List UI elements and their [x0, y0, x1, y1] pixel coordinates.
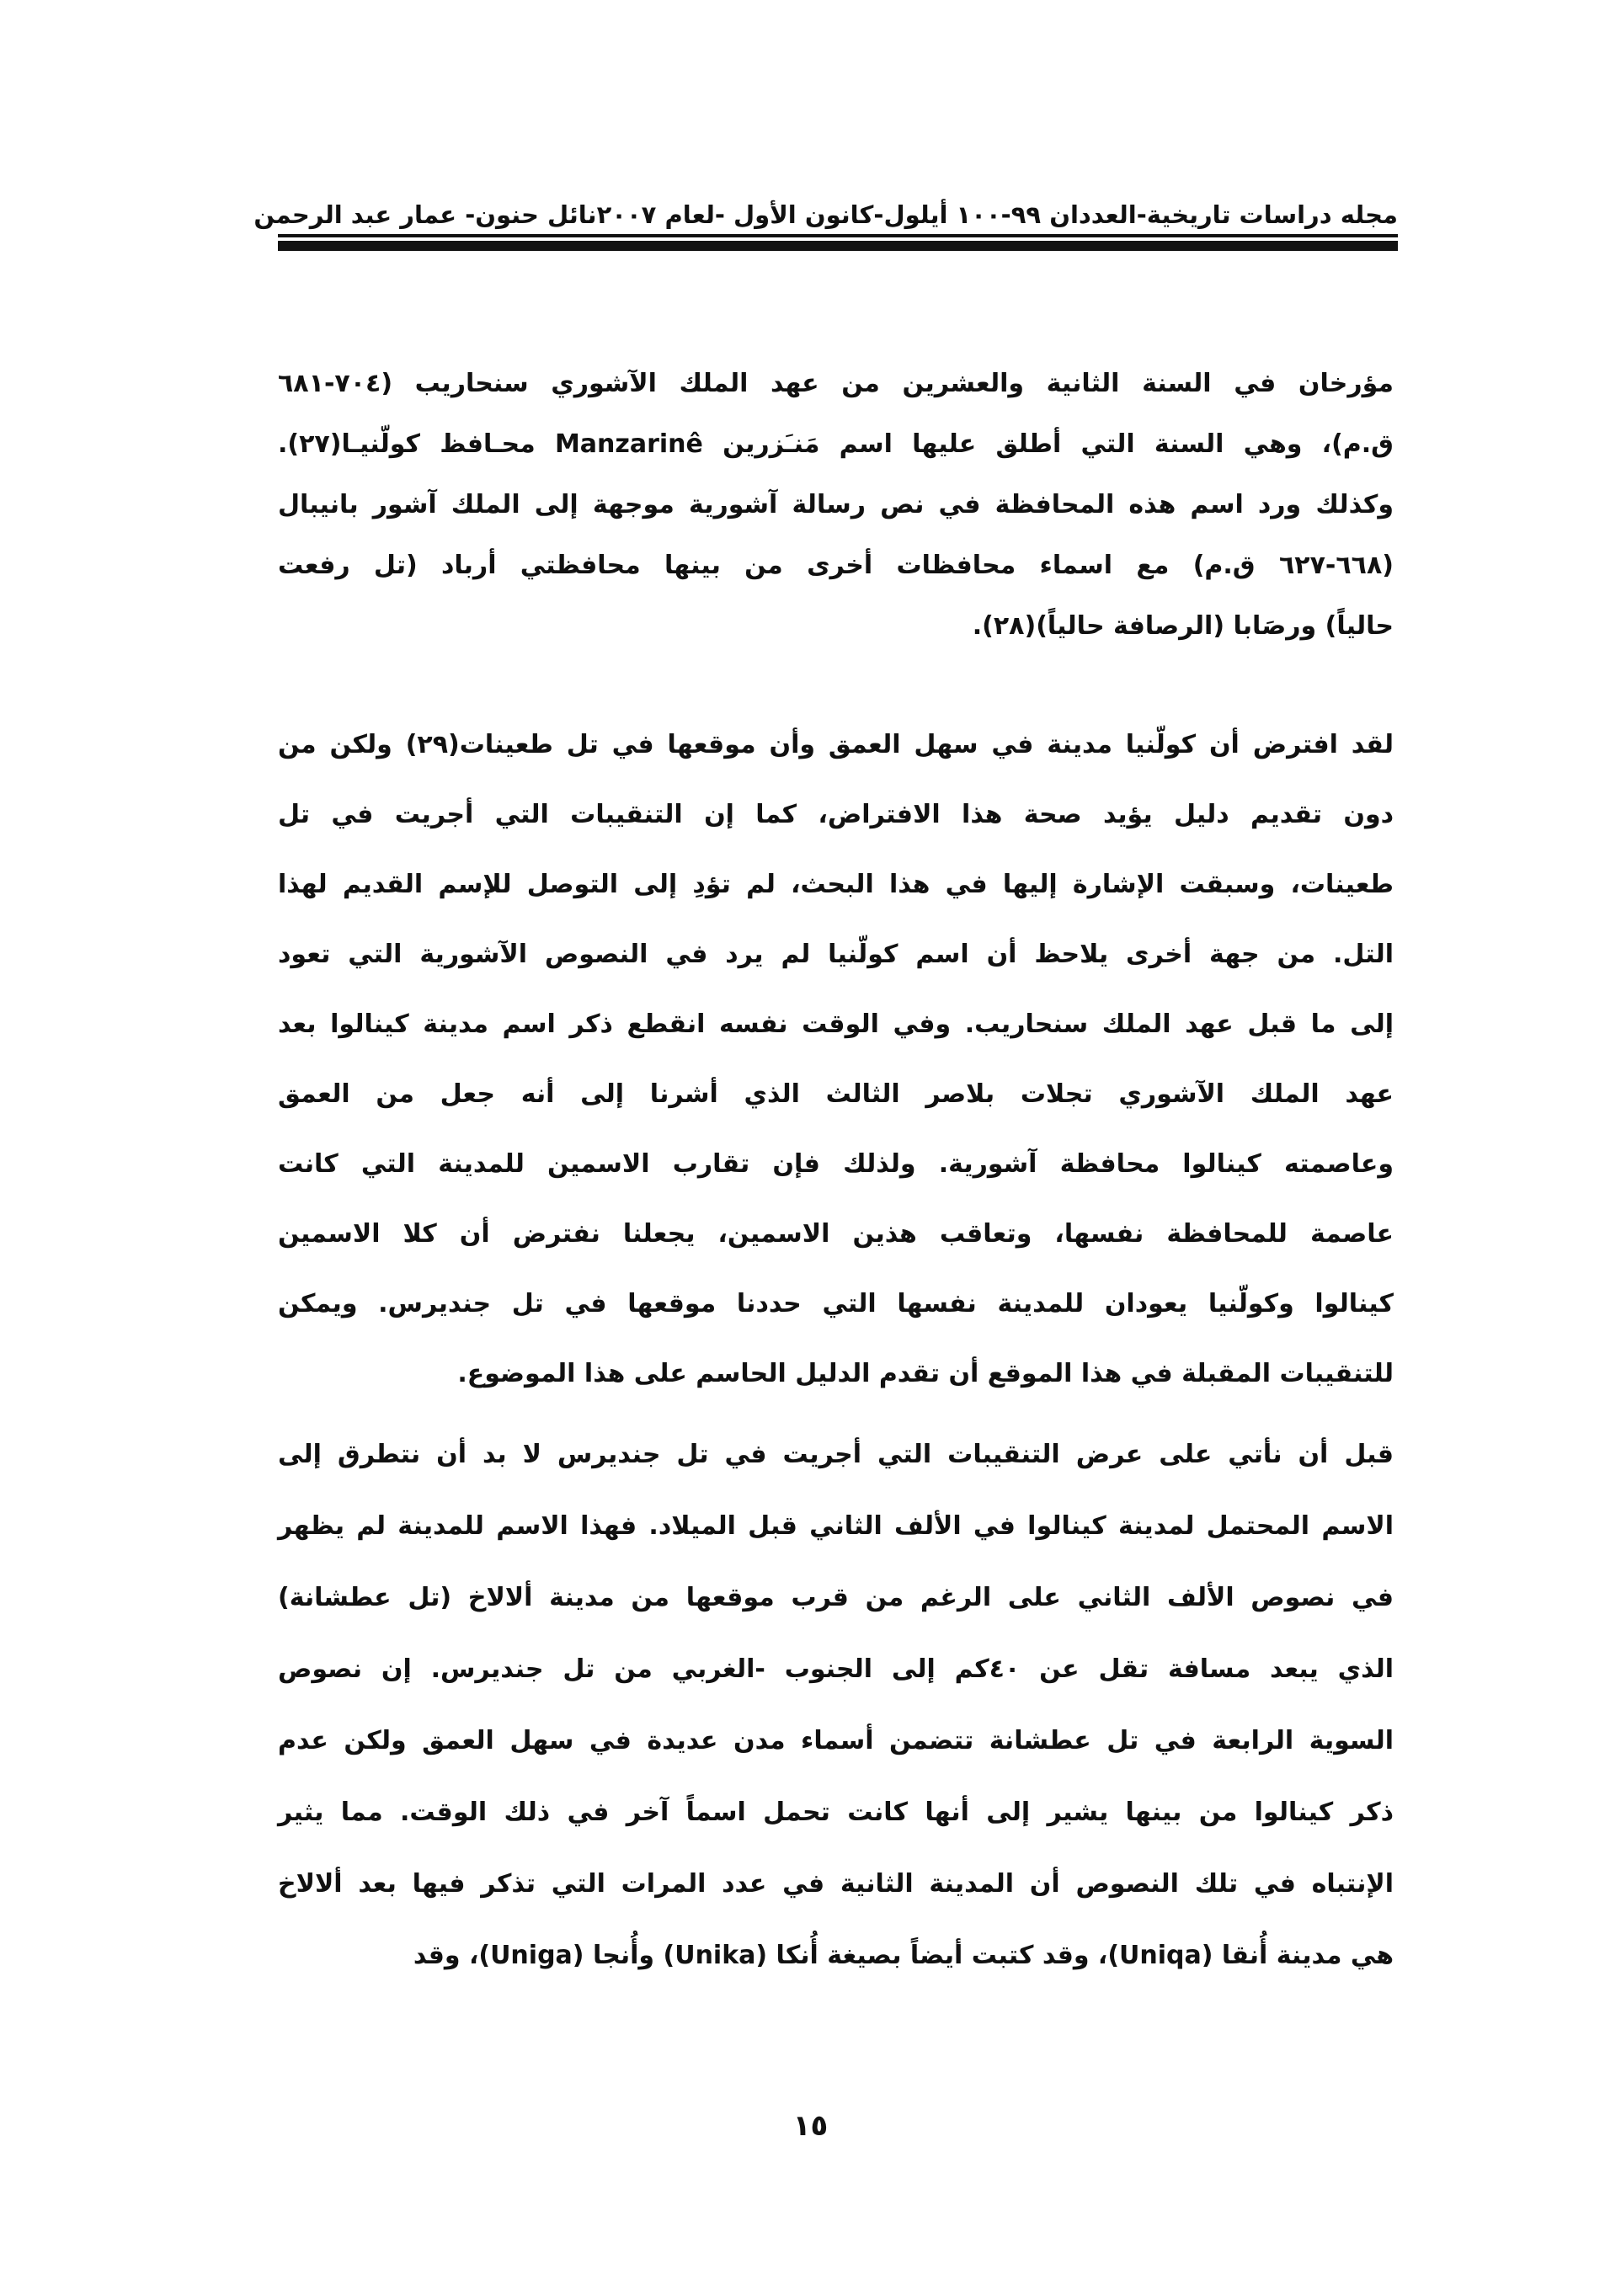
text-line: لقد افترض أن كولّنيا مدينة في سهل العمق وأن موقعها في تل طعينات(٢٩) ولكن من	[278, 730, 1394, 759]
header-rule-thin	[278, 234, 1398, 237]
paragraph-2	[278, 710, 1394, 1409]
header-rule-thick	[278, 241, 1398, 251]
authors: نائل حنون- عمار عبد الرحمن	[253, 200, 597, 229]
text-line: هي مدينة أُنقا (Uniqa)، وقد كتبت أيضاً بصيغة أُنكا (Unika) وأُنجا (Uniga)، وقد	[413, 1941, 1394, 1970]
text-line: ذكر كينالوا من بينها يشير إلى أنها كانت تحمل اسماً آخر في ذلك الوقت. مما يثير	[278, 1798, 1394, 1827]
text-line: ق.م)، وهي السنة التي أطلق عليها اسم مَنـَزرين Manzarinê محـافظ كولّنيـا(٢٧).	[278, 429, 1394, 459]
text-line: وعاصمته كينالوا محافظة آشورية. ولذلك فإن تقارب الاسمين للمدينة التي كانت	[278, 1149, 1394, 1179]
paragraph-1	[278, 354, 1394, 657]
text-line: التل. من جهة أخرى يلاحظ أن اسم كولّنيا لم يرد في النصوص الآشورية التي تعود	[278, 940, 1394, 969]
paragraph-3	[278, 1419, 1394, 1991]
text-line: الذي يبعد مسافة تقل عن ٤٠كم إلى الجنوب -الغربي من تل جنديرس. إن نصوص	[278, 1654, 1394, 1684]
text-line: قبل أن نأتي على عرض التنقيبات التي أجريت في تل جنديرس لا بد أن نتطرق إلى	[278, 1440, 1394, 1469]
text-line: وكذلك ورد اسم هذه المحافظة في نص رسالة آشورية موجهة إلى الملك آشور بانيبال	[278, 490, 1394, 519]
text-line: عهد الملك الآشوري تجلات بلاصر الثالث الذي أشرنا إلى أنه جعل من العمق	[278, 1079, 1394, 1109]
text-line: عاصمة للمحافظة نفسها، وتعاقب هذين الاسمين، يجعلنا نفترض أن كلا الاسمين	[278, 1219, 1394, 1249]
text-line: السوية الرابعة في تل عطشانة تتضمن أسماء مدن عديدة في سهل العمق ولكن عدم	[278, 1726, 1394, 1755]
text-line: إلى ما قبل عهد الملك سنحاريب. وفي الوقت نفسه انقطع ذكر اسم مدينة كينالوا بعد	[278, 1009, 1394, 1039]
text-line: مؤرخان في السنة الثانية والعشرين من عهد الملك الآشوري سنحاريب (٧٠٤-٦٨١	[278, 369, 1394, 398]
text-line: كينالوا وكولّنيا يعودان للمدينة نفسها التي حددنا موقعها في تل جنديرس. ويمكن	[278, 1289, 1394, 1318]
text-line: الإنتباه في تلك النصوص أن المدينة الثانية في عدد المرات التي تذكر فيها بعد ألالاخ	[278, 1869, 1394, 1899]
text-line: (٦٦٨-٦٢٧ ق.م) مع اسماء محافظات أخرى من بينها محافظتي أرباد (تل رفعت	[278, 551, 1394, 580]
running-header	[253, 187, 1398, 229]
text-line: الاسم المحتمل لمدينة كينالوا في الألف الثاني قبل الميلاد. فهذا الاسم للمدينة لم يظهر	[278, 1511, 1394, 1541]
journal-title: مجله دراسات تاريخية-العددان ٩٩-١٠٠ أيلول-كانون الأول -لعام ٢٠٠٧	[596, 200, 1398, 229]
text-line: للتنقيبات المقبلة في هذا الموقع أن تقدم الدليل الحاسم على هذا الموضوع.	[457, 1359, 1394, 1388]
text-line: طعينات، وسبقت الإشارة إليها في هذا البحث، لم تؤدِ إلى التوصل للإسم القديم لهذا	[278, 870, 1394, 899]
text-line: دون تقديم دليل يؤيد صحة هذا الافتراض، كما إن التنقيبات التي أجريت في تل	[278, 800, 1394, 829]
page-number: ١٥	[792, 2109, 829, 2143]
text-line: في نصوص الألف الثاني على الرغم من قرب موقعها من مدينة ألالاخ (تل عطشانة)	[278, 1583, 1394, 1612]
text-line: حالياً) ورصَابا (الرصافة حالياً)(٢٨).	[972, 611, 1394, 641]
